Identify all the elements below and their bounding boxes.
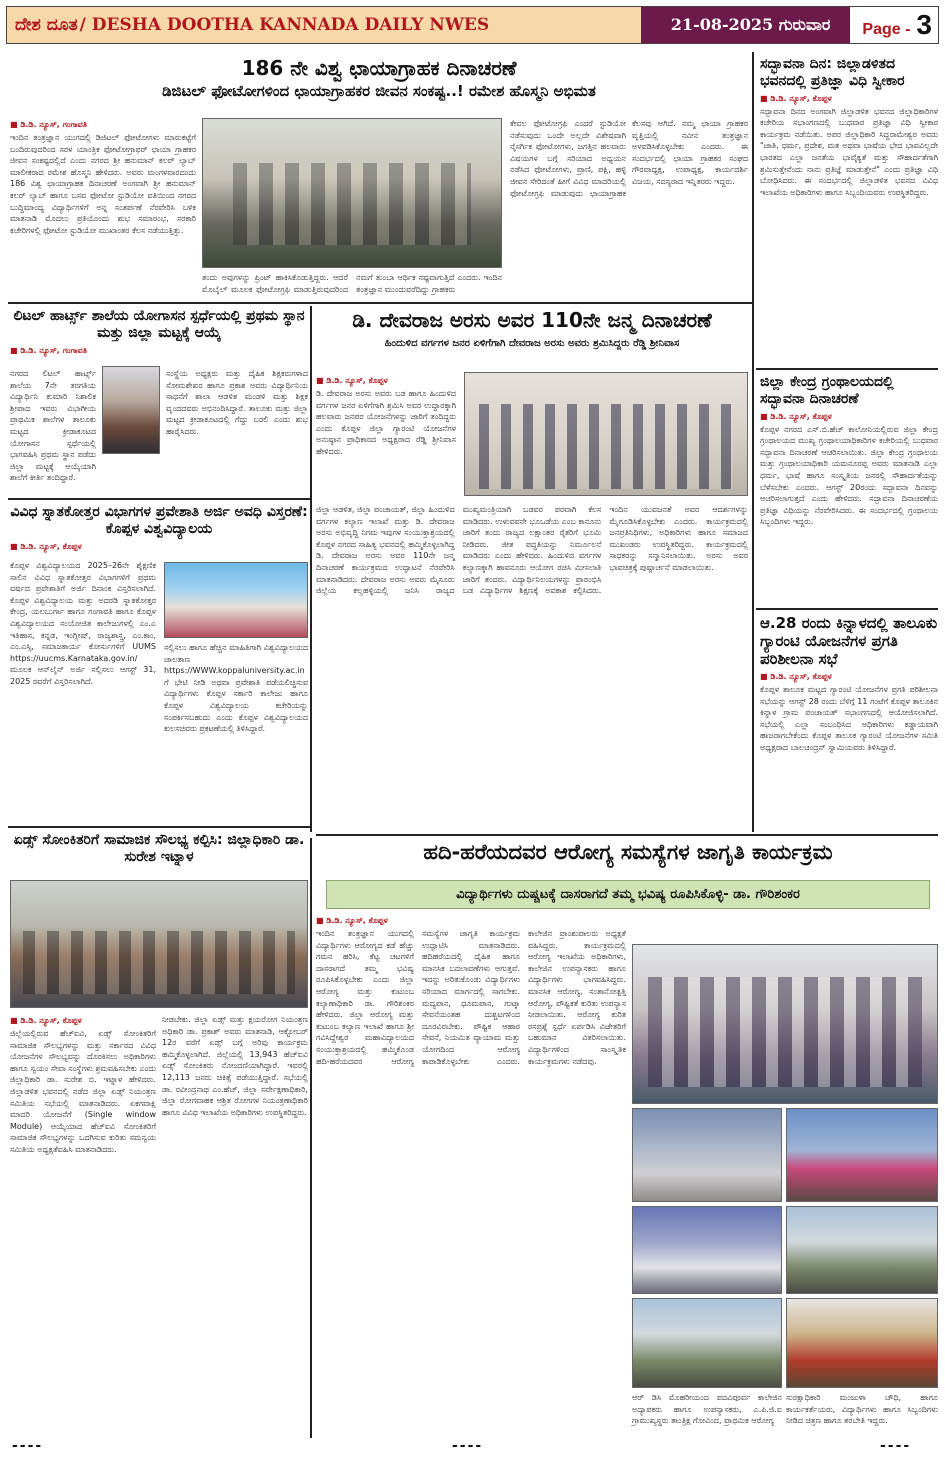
article-aids: [10, 832, 308, 1438]
byline: ■ ಡಿ.ಡಿ. ನ್ಯೂಸ್, ಕೊಪ್ಪಳ: [760, 672, 832, 681]
photo-caption: ಆರ್ ಡಿಸಿ ಮೊಹರೀಯಂದ ಪದವಿಪೂರ್ವ ಕಾಲೇಜಿನ ಅದ್ಯಾಪಕರು ಹಾಗೂ ಉಪನ್ಯಾಸಕರು, ಎ.ಪಿ.ಜಿ.ಐ ಗ್ರಾಮುಖ್ಯಸ್ಥರು ತಾಂತ್ರಿಕ್ಷ ಗೋವಿಂದ, ಪ್ರಾಥಮಿಕ ಆರೋಗ್ಯ: [632, 1393, 782, 1426]
headline: ಹದಿ-ಹರೆಯದವರ ಆರೋಗ್ಯ ಸಮಸ್ಯೆಗಳ ಜಾಗೃತಿ ಕಾರ್ಯಕ್ರಮ: [423, 840, 833, 864]
photo-university-event: [164, 562, 308, 638]
byline: ■ ಡಿ.ಡಿ. ನ್ಯೂಸ್, ಕೊಪ್ಪಳ: [760, 411, 832, 421]
byline: ■ ಡಿ.ಡಿ. ನ್ಯೂಸ್, ಗಂಗಾವತಿ: [10, 345, 88, 355]
article-body: ತಂದು ಅವುಗಳನ್ನು ಪ್ರಿಂಟ್ ಹಾಕಿಸಿಕೊಡುತ್ತಿದ್ದರು. ಆದರೆ ಮೊಬೈಲ್ ಮೂಲಕ ಫೋಟೋಗ್ರಫಿ ಮಾಡುತ್ತಿರುವುದರಿಂದ ನಮಗೆ ತುಂಬಾ ಆರ್ಥಿಕ ನಷ್ಟವಾಗುತ್ತಿದೆ ಎಂದರು. ಇಂದಿನ ತಂತ್ರಜ್ಞಾನ ಮುಂದುವರೆದಿದ್ದು ಗ್ರಾಹಕರು: [202, 273, 502, 294]
headline: ಲಿಟಲ್ ಹಾರ್ಟ್ಸ್ ಶಾಲೆಯ ಯೋಗಾಸನ ಸ್ಪರ್ಧೆಯಲ್ಲಿ ಪ್ರಥಮ ಸ್ಥಾನ ಮತ್ತು ಜಿಲ್ಲಾ ಮಟ್ಟಕ್ಕೆ ಆಯ್ಕೆ: [13, 308, 305, 341]
masthead: [6, 6, 939, 44]
footer-dash-left: ----: [12, 1438, 44, 1454]
article-health-body: [316, 912, 626, 1438]
article-devaraj: [316, 308, 748, 830]
article-body: ಕೊಪ್ಪಳ ವಿಶ್ವವಿದ್ಯಾಲಯದ 2025–26ನೇ ಶೈಕ್ಷಣಿಕ ಸಾಲಿನ ವಿವಿಧ ಸ್ನಾತಕೋತ್ತರ ವಿಭಾಗಗಳಿಗೆ ಪ್ರಥಮ ವರ್ಷದ ಪ್ರವೇಶಾತಿಗೆ ಅರ್ಜಿ ದಿನಾಂಕ ವಿಸ್ತರಿಸಲಾಗಿದೆ. ಕೊಪ್ಪಳ ವಿಶ್ವವಿದ್ಯಾಲಯ ಮತ್ತು ಅದರಡಿ ಸ್ನಾತಕೋತ್ತರ ಕೇಂದ್ರ, ಯಲಬುರ್ಗಾ ಹಾಗೂ ಗಂಗಾವತಿ ಹಾಗೂ ಕೊಪ್ಪಳ ವಿಶ್ವವಿದ್ಯಾಲಯದ ಸಂಯೋಜಿತ ಕಾಲೇಜುಗಳಲ್ಲಿ ಎಂ.ಎ ಇತಿಹಾಸ, ಕನ್ನಡ, ಇಂಗ್ಲೀಷ್, ರಾಜ್ಯಶಾಸ್ತ್ರ, ಎಂ.ಕಾಂ, ಎಂ.ಎಸ್ಸಿ, ಸಮಾಜಕಾರ್ಯ ಕೋರ್ಸುಗಳಿಗೆ UUMS https://uucms.Karnataka.gov.in/ ಮೂಲಕ ಆನ್‌ಲೈನ್ ಅರ್ಜಿ ಸಲ್ಲಿಸಲು ಆಗಸ್ಟ್ 31, 2025 ರವರೆಗೆ ವಿಸ್ತರಿಸಲಾಗಿದೆ.: [10, 561, 156, 686]
article-university: [10, 504, 308, 824]
article-body: ಸದ್ಭಾವನಾ ದಿನದ ಅಂಗವಾಗಿ ಜಿಲ್ಲಾಡಳಿತ ಭವನದ ಜಿಲ್ಲಾಧಿಕಾರಿಗಳ ಕಚೇರಿಯ ಸಭಾಂಗಣದಲ್ಲಿ ಬುಧವಾರ ಪ್ರತಿಜ್ಞಾ ವಿಧಿ ಸ್ವೀಕಾರ ಕಾರ್ಯಕ್ರಮ ನಡೆಯಿತು. ಅಪರ ಜಿಲ್ಲಾಧಿಕಾರಿ ಸಿದ್ದರಾಮೇಶ್ವರ ಅವರು "ಜಾತಿ, ಧರ್ಮ, ಪ್ರದೇಶ, ಮತ ಅಥವಾ ಭಾಷೆಯ ಭೇದ ಭಾವವಿಲ್ಲದೇ ಭಾರತದ ಎಲ್ಲಾ ಜನತೆಯ ಭಾವೈಕ್ಯತೆ ಮತ್ತು ಸೌಹಾರ್ದತೆಗಾಗಿ ಶ್ರಮಿಸುತ್ತೇನೆಂದು ನಾನು ಪ್ರತಿಜ್ಞೆ ಮಾಡುತ್ತೇನೆ" ಎಂದು ಪ್ರತಿಜ್ಞಾ ವಿಧಿ ಬೋಧಿಸಿದರು. ಈ ಸಂದರ್ಭದಲ್ಲಿ ಜಿಲ್ಲಾಡಳಿತ ಭವನದ ವಿವಿಧ ಇಲಾಖೆಯ ಅಧಿಕಾರಿಗಳು ಹಾಗೂ ಸಿಬ್ಬಂದಿಯವರು ಉಪಸ್ಥಿತರಿದ್ದರು.: [760, 106, 938, 197]
photo-statue-garland: [786, 1298, 938, 1388]
byline: ■ ಡಿ.ಡಿ. ನ್ಯೂಸ್, ಗಂಗಾವತಿ: [10, 120, 88, 129]
headline: ಜಿಲ್ಲಾ ಕೇಂದ್ರ ಗ್ರಂಥಾಲಯದಲ್ಲಿ ಸದ್ಭಾವನಾ ದಿನಾಚರಣೆ: [760, 374, 894, 407]
subheadline: ಡಿಜಿಟಲ್ ಫೋಟೋಗಳಿಂದ ಛಾಯಾಗ್ರಾಹಕರ ಜೀವನ ಸಂಕಷ್ಟ..! ರಮೇಶ ಹೊಸ್ಮನಿ ಅಭಿಮತ: [162, 82, 596, 100]
article-photography: [10, 56, 748, 300]
subheadline: ಹಿಂದುಳಿದ ವರ್ಗಗಳ ಜನರ ಏಳಿಗೆಗಾಗಿ ದೇವರಾಜ ಅರಸು ಅವರು ಶ್ರಮಿಸಿದ್ದರು ರೆಡ್ಡಿ ಶ್ರೀನಿವಾಸ: [384, 338, 680, 349]
article-body: ಡಿ. ದೇವರಾಜ ಅರಸು ಅವರು ಬಡ ಹಾಗೂ ಹಿಂದುಳಿದ ವರ್ಗಗಳ ಜನರ ಏಳಿಗೆಗಾಗಿ ಶ್ರಮಿಸಿ ಅವರ ಉದ್ಧಾರಕ್ಕಾಗಿ ಹಲವಾರು ಜನಪರ ಯೋಜನೆಗಳನ್ನು ಜಾರಿಗೆ ತಂದಿದ್ದರು ಎಂದು ಕೊಪ್ಪಳ ಜಿಲ್ಲಾ ಗ್ಯಾರಂಟಿ ಯೋಜನೆಗಳ ಅನುಷ್ಠಾನ ಪ್ರಾಧಿಕಾರದ ಅಧ್ಯಕ್ಷರಾದ ರೆಡ್ಡಿ ಶ್ರೀನಿವಾಸ ಹೇಳಿದರು.: [316, 389, 456, 456]
headline: ವಿವಿಧ ಸ್ನಾತಕೋತ್ತರ ವಿಭಾಗಗಳ ಪ್ರವೇಶಾತಿ ಅರ್ಜಿ ಅವಧಿ ವಿಸ್ತರಣೆ: ಕೊಪ್ಪಳ ವಿಶ್ವವಿದ್ಯಾಲಯ: [10, 504, 308, 537]
photo-student-portrait: [102, 366, 160, 454]
article-guarantee: [760, 614, 938, 830]
article-body: ಸಂಸ್ಥೆಯ ಅಧ್ಯಕ್ಷರು ಮತ್ತು ದೈಹಿಕ ಶಿಕ್ಷಕರುಗಳಾದ ಸೋಮಶೇಖರ ಹಾಗೂ ಪ್ರಕಾಶ ಅವರು ವಿದ್ಯಾರ್ಥಿನಿಯ ಸಾಧನೆಗೆ ಶಾಲಾ ಆಡಳಿತ ಮಂಡಳಿ ಮತ್ತು ಶಿಕ್ಷಕ ವೃಂದದವರು ಅಭಿನಂದಿಸಿದ್ದಾರೆ. ತಾಲೂಕು ಮತ್ತು ಜಿಲ್ಲಾ ಮಟ್ಟದ ಕ್ರೀಡಾಕೂಟದಲ್ಲಿ ಗೆದ್ದು ಬರಲಿ ಎಂದು ಶುಭ ಹಾರೈಸಿದರು.: [166, 369, 308, 436]
photo-stage-lamp-lighting: [632, 944, 938, 1104]
brand-english: / DESHA DOOTHA KANNADA DAILY NWES: [79, 15, 490, 35]
column-divider: [310, 838, 312, 1438]
article-yoga: [10, 308, 308, 496]
section-divider: [8, 826, 310, 828]
section-divider: [756, 368, 938, 370]
headline: ಏಡ್ಸ್ ಸೋಂಕಿತರಿಗೆ ಸಾಮಾಜಿಕ ಸೌಲಭ್ಯ ಕಲ್ಪಿಸಿ: ಜಿಲ್ಲಾಧಿಕಾರಿ ಡಾ. ಸುರೇಶ ಇಟ್ನಾಳ: [13, 832, 305, 865]
article-body: ಇಂದಿನ ತಂತ್ರಜ್ಞಾನ ಯುಗದಲ್ಲಿ ವಿದ್ಯಾರ್ಥಿಗಳು ಆರೋಗ್ಯದ ಕಡೆ ಹೆಚ್ಚು ಗಮನ ಹರಿಸಿ, ಕೆಟ್ಟ ಚಟಗಳಿಗೆ ದಾಸರಾಗದೆ ತಮ್ಮ ಭವಿಷ್ಯ ರೂಪಿಸಿಕೊಳ್ಳಬೇಕು ಎಂದು ಜಿಲ್ಲಾ ಆರೋಗ್ಯ ಮತ್ತು ಕುಟುಂಬ ಕಲ್ಯಾಣಾಧಿಕಾರಿ ಡಾ. ಗೌರಿಶಂಕರ ಹೇಳಿದರು. ಜಿಲ್ಲಾ ಆರೋಗ್ಯ ಮತ್ತು ಕುಟುಂಬ ಕಲ್ಯಾಣ ಇಲಾಖೆ ಹಾಗೂ ಶ್ರೀ ಗವಿಸಿದ್ದೇಶ್ವರ ಮಹಾವಿದ್ಯಾಲಯದ ಸಂಯುಕ್ತಾಶ್ರಯದಲ್ಲಿ ಹಮ್ಮಿಕೊಂಡ ಹದಿ-ಹರೆಯದವರ ಆರೋಗ್ಯ ಸಮಸ್ಯೆಗಳ ಜಾಗೃತಿ ಕಾರ್ಯಕ್ರಮ ಉದ್ಘಾಟಿಸಿ ಮಾತನಾಡಿದರು. ಹದಿಹರೆಯದಲ್ಲಿ ದೈಹಿಕ ಹಾಗೂ ಮಾನಸಿಕ ಬದಲಾವಣೆಗಳು ಆಗುತ್ತವೆ. ಇದನ್ನು ಅರಿತುಕೊಂಡು ವಿದ್ಯಾರ್ಥಿಗಳು ಸರಿಯಾದ ಮಾರ್ಗದಲ್ಲಿ ಸಾಗಬೇಕು. ಮದ್ಯಪಾನ, ಧೂಮಪಾನ, ಗುಟ್ಕಾ ಸೇವನೆಯಂತಹ ದುಶ್ಚಟಗಳಿಂದ ದೂರವಿರಬೇಕು. ಪೌಷ್ಟಿಕ ಆಹಾರ ಸೇವನೆ, ನಿಯಮಿತ ವ್ಯಾಯಾಮ ಮತ್ತು ಯೋಗದಿಂದ ಆರೋಗ್ಯ ಕಾಪಾಡಿಕೊಳ್ಳಬೇಕು ಎಂದರು. ಕಾಲೇಜಿನ ಪ್ರಾಂಶುಪಾಲರು ಅಧ್ಯಕ್ಷತೆ ವಹಿಸಿದ್ದರು. ಕಾರ್ಯಕ್ರಮದಲ್ಲಿ ಆರೋಗ್ಯ ಇಲಾಖೆಯ ಅಧಿಕಾರಿಗಳು, ಕಾಲೇಜಿನ ಉಪನ್ಯಾಸಕರು ಹಾಗೂ ವಿದ್ಯಾರ್ಥಿಗಳು ಭಾಗವಹಿಸಿದ್ದರು. ಮಾನಸಿಕ ಆರೋಗ್ಯ, ಸಂತಾನೋತ್ಪತ್ತಿ ಆರೋಗ್ಯ, ಪೌಷ್ಟಿಕತೆ ಕುರಿತು ಉಪನ್ಯಾಸ ನೀಡಲಾಯಿತು. ಆರೋಗ್ಯ ಕುರಿತ ರಸಪ್ರಶ್ನೆ ಸ್ಪರ್ಧೆ ಏರ್ಪಡಿಸಿ ವಿಜೇತರಿಗೆ ಬಹುಮಾನ ವಿತರಿಸಲಾಯಿತು. ವಿದ್ಯಾರ್ಥಿಗಳಿಂದ ಸಾಂಸ್ಕೃತಿಕ ಕಾರ್ಯಕ್ರಮಗಳು ನಡೆದವು.: [316, 929, 626, 1066]
article-body: ಜಿಲ್ಲಾ ಆಡಳಿತ, ಜಿಲ್ಲಾ ಪಂಚಾಯತ್, ಜಿಲ್ಲಾ ಹಿಂದುಳಿದ ವರ್ಗಗಳ ಕಲ್ಯಾಣ ಇಲಾಖೆ ಮತ್ತು ಡಿ. ದೇವರಾಜ ಅರಸು ಅಭಿವೃದ್ಧಿ ನಿಗಮ ಇವುಗಳ ಸಂಯುಕ್ತಾಶ್ರಯದಲ್ಲಿ ಕೊಪ್ಪಳ ನಗರದ ಸಾಹಿತ್ಯ ಭವನದಲ್ಲಿ ಹಮ್ಮಿಕೊಳ್ಳಲಾಗಿದ್ದ ಡಿ. ದೇವರಾಜ ಅರಸು ಅವರ 110ನೇ ಜನ್ಮ ದಿನಾಚರಣೆ ಕಾರ್ಯಕ್ರಮದ ಉದ್ಘಾಟನೆ ನೆರವೇರಿಸಿ ಮಾತನಾಡಿದರು. ದೇವರಾಜ ಅರಸು ಅವರು ಮೈಸೂರು ಜಿಲ್ಲೆಯ ಕಲ್ಲಹಳ್ಳಿಯಲ್ಲಿ ಜನಿಸಿ ರಾಜ್ಯದ ಮುಖ್ಯಮಂತ್ರಿಯಾಗಿ ಬಡವರ ಪರವಾಗಿ ಕೆಲಸ ಮಾಡಿದರು. ಉಳುವವನೇ ಭೂಒಡೆಯ ಎಂಬ ಕಾನೂನು ಜಾರಿಗೆ ತಂದು ರಾಜ್ಯದ ಲಕ್ಷಾಂತರ ರೈತರಿಗೆ ಭೂಮಿ ನೀಡಿದರು. ಜೀತ ಪದ್ಧತಿಯನ್ನು ನಿರ್ಮೂಲನೆ ಮಾಡಿದರು ಎಂದು ಹೇಳಿದರು. ಹಿಂದುಳಿದ ವರ್ಗಗಳ ಕಲ್ಯಾಣಕ್ಕಾಗಿ ಹಾವನೂರು ಆಯೋಗ ರಚಿಸಿ ಮೀಸಲಾತಿ ಜಾರಿಗೆ ತಂದರು. ವಿದ್ಯಾರ್ಥಿನಿಲಯಗಳನ್ನು ಪ್ರಾರಂಭಿಸಿ ಬಡ ವಿದ್ಯಾರ್ಥಿಗಳ ಶಿಕ್ಷಣಕ್ಕೆ ಅವಕಾಶ ಕಲ್ಪಿಸಿದರು. ಇಂದಿನ ಯುವಜನತೆ ಅವರ ಆದರ್ಶಗಳನ್ನು ಮೈಗೂಡಿಸಿಕೊಳ್ಳಬೇಕು ಎಂದರು. ಕಾರ್ಯಕ್ರಮದಲ್ಲಿ ಜನಪ್ರತಿನಿಧಿಗಳು, ಅಧಿಕಾರಿಗಳು ಹಾಗೂ ಸಮಾಜದ ಮುಖಂಡರು ಉಪಸ್ಥಿತರಿದ್ದರು. ಕಾರ್ಯಕ್ರಮದಲ್ಲಿ ಸಾಧಕರನ್ನು ಸನ್ಮಾನಿಸಲಾಯಿತು. ಅರಸು ಅವರ ಭಾವಚಿತ್ರಕ್ಕೆ ಪುಷ್ಪಾರ್ಚನೆ ಮಾಡಲಾಯಿತು.: [316, 505, 748, 596]
headline: 186 ನೇ ವಿಶ್ವ ಛಾಯಾಗ್ರಾಹಕ ದಿನಾಚರಣೆ: [241, 56, 517, 80]
byline: ■ ಡಿ.ಡಿ. ನ್ಯೂಸ್, ಕೊಪ್ಪಳ: [10, 1016, 82, 1025]
page-label: Page -: [862, 21, 911, 38]
subheadline-banner: ವಿದ್ಯಾರ್ಥಿಗಳು ದುಷ್ಚಟಕ್ಕೆ ದಾಸರಾಗದೆ ತಮ್ಮ ಭವಿಷ್ಯ ರೂಪಿಸಿಕೊಳ್ಳಿ- ಡಾ. ಗೌರಿಶಂಕರ: [326, 880, 930, 909]
article-body: ಕೇವಲ ಫೋಟೋಗ್ರಫಿ ಎಂದರೆ ಸ್ಟುಡಿಯೋ ನಡೆಸುವುದು ಒಂದೇ ಅಲ್ಲದೇ ವಿಶೇಷವಾಗಿ ನೈಸರ್ಗಿಕ ಫೋಟೋಗಳು, ಜಗತ್ತಿನ ಹಲವಾರು ವಿಷಯಗಳ ಬಗ್ಗೆ ಸರಿಯಾದ ಅಧ್ಯಯನ ನಡೆಸಿದ ಫೋಟೋಗಳು, ಪ್ರಾಣಿ, ಪಕ್ಷಿ, ಹಳ್ಳಿ ಜೀವನ ಸೇರಿದಂತೆ ಹೀಗೆ ವಿವಿಧ ಮಾದರಿಯಲ್ಲಿ ಫೋಟೋಗ್ರಫಿ ಮಾಡುವುದು ಛಾಯಾಗ್ರಾಹಕ ಕೆಲಸವು ಆಗಿದೆ. ನಮ್ಮ ಛಾಯಾ ಗ್ರಾಹಕರ ವೃತ್ತಿಯಲ್ಲಿ ನವೀನ ತಂತ್ರಜ್ಞಾನ ಅಳವಡಿಸಿಕೊಳ್ಳಬೇಕು ಎಂದರು. ಈ ಸಂದರ್ಭದಲ್ಲಿ ಛಾಯಾ ಗ್ರಾಹಕರ ಸಂಘದ ಗೌರವಾಧ್ಯಕ್ಷ, ಉಪಾಧ್ಯಕ್ಷ, ಕಾರ್ಯದರ್ಶಿ ವಿಜಯ, ಸದಸ್ಯರಾದ ಇನ್ನಿತರರು ಇದ್ದರು.: [510, 119, 748, 198]
headline: ಸದ್ಭಾವನಾ ದಿನ: ಜಿಲ್ಲಾಡಳಿತದ ಭವನದಲ್ಲಿ ಪ್ರತಿಜ್ಞಾ ವಿಧಿ ಸ್ವೀಕಾರ: [760, 56, 905, 89]
footer-dash-center: ----: [452, 1438, 484, 1454]
photo-outdoor-rally: [786, 1206, 938, 1294]
article-body: ಕೊಪ್ಪಳ ತಾಲೂಕ ಮಟ್ಟದ ಗ್ಯಾರಂಟಿ ಯೋಜನೆಗಳ ಪ್ರಗತಿ ಪರಿಶೀಲನಾ ಸಭೆಯನ್ನು ಆಗಸ್ಟ್ 28 ರಂದು ಬೆಳಿಗ್ಗೆ 11 ಗಂಟೆಗೆ ಕೊಪ್ಪಳ ತಾಲೂಕಿನ ಕಿನ್ನಾಳ ಗ್ರಾಮ ಪಂಚಾಯತ್ ಸಭಾಂಗಣದಲ್ಲಿ ಆಯೋಜಿಸಲಾಗಿದೆ. ಸಭೆಯಲ್ಲಿ ಎಲ್ಲಾ ಸಂಬಂಧಿಸಿದ ಅಧಿಕಾರಿಗಳು ಕಡ್ಡಾಯವಾಗಿ ಹಾಜರಾಗಬೇಕೆಂದು ಕೊಪ್ಪಳ ತಾಲೂಕ ಗ್ಯಾರಂಟಿ ಯೋಜನೆಗಳ ಸಮಿತಿ ಅಧ್ಯಕ್ಷರಾದ ಬಾಲಚಂದ್ರನ್ ಸ್ವಾಮಿಯವರು ತಿಳಿಸಿದ್ದಾರೆ.: [760, 685, 938, 752]
section-divider: [756, 608, 938, 610]
article-body: ಜಿಲ್ಲೆಯಲ್ಲಿರುವ ಹೆಚ್‌ಐವಿ, ಏಡ್ಸ್ ಸೋಂಕಿತರಿಗೆ ಸಾಮಾಜಿಕ ಸೌಲಭ್ಯಗಳನ್ನು ಮತ್ತು ಸರ್ಕಾರದ ವಿವಿಧ ಯೋಜನೆಗಳ ಸೌಲಭ್ಯವನ್ನು ದೊರಕಿಸಲು ಅಧಿಕಾರಿಗಳು ಹಾಗೂ ಸ್ವಯಂ ಸೇವಾ ಸಂಸ್ಥೆಗಳು ಶ್ರಮವಹಿಸಬೇಕು ಎಂದು ಜಿಲ್ಲಾಧಿಕಾರಿ ಡಾ. ಸುರೇಶ ಬಿ. ಇಟ್ನಾಳ ಹೇಳಿದರು. ಜಿಲ್ಲಾಡಳಿತ ಭವನದಲ್ಲಿ ನಡೆದ ಜಿಲ್ಲಾ ಏಡ್ಸ್ ನಿಯಂತ್ರಣ ಸಮಿತಿಯ ಸಭೆಯಲ್ಲಿ ಮಾತನಾಡಿದರು. ಏಕಗವಾಕ್ಷಿ ಮಾದರಿ ಯೋಜನೆಗೆ (Single window Module) ಆಯ್ಕೆಯಾದ ಹೆಚ್‌ಐವಿ ಸೋಂಕಿತರಿಗೆ ಸಾಮಾಜಿಕ ಸೌಲಭ್ಯಗಳನ್ನು ಒದಗಿಸುವ ಕುರಿತು ಸಮನ್ವಯ ಸಮಿತಿಯ ಅಧ್ಯಕ್ಷತೆವಹಿಸಿ ಮಾತನಾಡಿದರು.: [10, 1029, 156, 1154]
issue-date: 21-08-2025 ಗುರುವಾರ: [641, 7, 851, 43]
photo-students-lunch: [202, 118, 502, 268]
article-body: ನೀಡಬೇಕು. ಜಿಲ್ಲಾ ಏಡ್ಸ್ ಮತ್ತು ಕ್ಷಯರೋಗ ನಿಯಂತ್ರಣ ಅಧಿಕಾರಿ ಡಾ. ಪ್ರಕಾಶ್ ಅವರು ಮಾತನಾಡಿ, ಆಕ್ಟೋಬರ್ 12ರ ವರೆಗೆ ಏಡ್ಸ್ ಬಗ್ಗೆ ಅರಿವು ಕಾರ್ಯಕ್ರಮ ಹಮ್ಮಿಕೊಳ್ಳಲಾಗಿದೆ. ಜಿಲ್ಲೆಯಲ್ಲಿ 13,943 ಹೆಚ್‌ಐವಿ ಏಡ್ಸ್ ಸೋಂಕಿತರು ನೋಂದಣಿಯಾಗಿದ್ದಾರೆ. ಇವರಲ್ಲಿ 12,113 ಜನರು ಚಿಕಿತ್ಸೆ ಪಡೆಯುತ್ತಿದ್ದಾರೆ. ಸಭೆಯಲ್ಲಿ ಡಾ. ರವೀಂದ್ರನಾಥ ಎಂ.ಹೆಚ್, ಜಿಲ್ಲಾ ಸರ್ವೇಕ್ಷಣಾಧಿಕಾರಿ, ಜಿಲ್ಲಾ ರೋಗವಾಹಕ ಆಶ್ರಿತ ರೋಗಗಳ ನಿಯಂತ್ರಣಾಧಿಕಾರಿ ಹಾಗೂ ವಿವಿಧ ಇಲಾಖೆಯ ಅಧಿಕಾರಿಗಳು ಉಪಸ್ಥಿತರಿದ್ದರು.: [162, 1015, 308, 1117]
headline: ಡಿ. ದೇವರಾಜ ಅರಸು ಅವರ 110ನೇ ಜನ್ಮ ದಿನಾಚರಣೆ: [352, 308, 712, 332]
brand-block: [7, 7, 641, 43]
section-divider: [8, 302, 752, 304]
photo-caption: ಸುರಕ್ಷಾಧಿಕಾರಿ ಮಂಜುಳಾ ಚೌಧಿ, ಹಾಗೂ ಕಾರ್ಯಕರ್ತೆಯರು, ವಿದ್ಯಾರ್ಥಿಗಳು ಹಾಗೂ ಸಿಬ್ಬಂದಿಗಳು ನೀಡಿದ ಚಿತ್ರಣ ಹಾಗೂ ತರಬೇತಿ ಇದ್ದರು.: [786, 1393, 938, 1426]
byline: ■ ಡಿ.ಡಿ. ನ್ಯೂಸ್, ಕೊಪ್ಪಳ: [316, 376, 388, 385]
section-divider: [316, 834, 938, 836]
footer-dash-right: ----: [880, 1438, 912, 1454]
article-body: ಇಂದಿನ ತಂತ್ರಜ್ಞಾನ ಯುಗದಲ್ಲಿ ಡಿಜಿಟಲ್ ಫೋಟೋಗಳು ಮಾರುಕಟ್ಟೆಗೆ ಬಂದಿರುವುದರಿಂದ ಸರಳ ಯಾಂತ್ರಿಕ ಫೋಟೋಗ್ರಾಫರ್ ಛಾಯಾ ಗ್ರಾಹಕರ ಜೀವನ ಸಂಕಷ್ಟದಲ್ಲಿದೆ ಎಂದು ನಗರದ ಶ್ರೀ ಹನುಮಾನ್ ಕಲರ್ ಲ್ಯಾಬ್ ಮಾಲೀಕರಾದ ರಮೇಶ ಹೊಸ್ಮನಿ ಹೇಳಿದರು. ಅವರು ಮಂಗಳವಾರದಂದು 186 ವಿಶ್ವ ಛಾಯಾಗ್ರಾಹಕ ದಿನಾಚರಣೆ ಅಂಗವಾಗಿ ಶ್ರೀ ಹನುಮಾನ್ ಕಲರ್ ಲ್ಯಾಬ್ ಹಾಗೂ ಬಸವ ಫೋಟೋ ಸ್ಟುಡಿಯೋ ವತಿಯಿಂದ ನಗರದ ಬುದ್ಧಿಮಾಂದ್ಯ ವಿದ್ಯಾರ್ಥಿಗಳಿಗೆ ಅನ್ನ ಸಂತರ್ಪಣೆ ನೆರವೇರಿಸಿ ಬಳಿಕ ಮಾತನಾಡಿ ಮೊದಲು ಪ್ರತಿಯೊಂದು ಶುಭ ಸಮಾರಂಭ, ಸರಕಾರಿ ಕಚೇರಿಗಳಲ್ಲಿ ಫೋಟೋ ಸ್ಟುಡಿಯೋ ಮುಖಾಂತರ ಕೆಲಸ ನಡೆಯುತ್ತಿತ್ತು.: [10, 133, 196, 235]
photo-pledge-ceremony: [464, 372, 748, 496]
byline: ■ ಡಿ.ಡಿ. ನ್ಯೂಸ್, ಕೊಪ್ಪಳ: [10, 541, 82, 551]
photo-students-group: [632, 1206, 782, 1294]
headline: ಆ.28 ರಂದು ಕಿನ್ನಾಳದಲ್ಲಿ ತಾಲೂಕು ಗ್ಯಾರಂಟಿ ಯೋಜನೆಗಳ ಪ್ರಗತಿ ಪರಿಶೀಲನಾ ಸಭೆ: [760, 614, 938, 668]
byline: ■ ಡಿ.ಡಿ. ನ್ಯೂಸ್, ಕೊಪ್ಪಳ: [316, 916, 388, 925]
article-body: ನಗರದ ಲಿಟಲ್ ಹಾರ್ಟ್ಸ್ ಶಾಲೆಯ 7ನೇ ತರಗತಿಯ ವಿದ್ಯಾರ್ಥಿನಿ ಕುಮಾರಿ ನಿಶಾಲಿಕ ಶ್ರೀಪಾದ ಇವರು ವಿಭಾಗೀಯ ಪ್ರಾಥಮಿಕ ಶಾಲೆಗಳ ತಾಲೂಕು ಮಟ್ಟದ ಕ್ರೀಡಾಕೂಟದ ಯೋಗಾಸನ ಸ್ಪರ್ಧೆಯಲ್ಲಿ ಭಾಗವಹಿಸಿ ಪ್ರಥಮ ಸ್ಥಾನ ಪಡೆದು ಜಿಲ್ಲಾ ಮಟ್ಟಕ್ಕೆ ಆಯ್ಕೆಯಾಗಿ ಶಾಲೆಗೆ ಕೀರ್ತಿ ತಂದಿದ್ದಾರೆ.: [10, 369, 96, 483]
photo-meeting: [10, 880, 308, 1008]
column-divider: [310, 306, 312, 832]
article-library: [760, 374, 938, 606]
photo-campus-gathering: [632, 1298, 782, 1388]
section-divider: [8, 498, 310, 500]
column-divider: [752, 52, 754, 832]
photo-audience-hall: [632, 1108, 782, 1202]
byline: ■ ಡಿ.ಡಿ. ನ್ಯೂಸ್, ಕೊಪ್ಪಳ: [760, 93, 832, 103]
brand-kannada: ದೇಶ ದೂತ: [15, 15, 78, 35]
photo-dance-performance: [786, 1108, 938, 1202]
article-sadbhavana: [760, 56, 938, 366]
article-body: ಸಲ್ಲಿಸಲು ಹಾಗೂ ಹೆಚ್ಚಿನ ಮಾಹಿತಿಗಾಗಿ ವಿಶ್ವವಿದ್ಯಾಲಯದ ಜಾಲತಾಣ https://WWW.koppaluniversity.ac.in ಗೆ ಭೇಟಿ ನೀಡಿ ಅಥವಾ ಪ್ರವೇಶಾತಿ ಪಡೆಯಲಿಚ್ಚಿಸುವ ವಿದ್ಯಾರ್ಥಿಗಳು ಕೊಪ್ಪಳ ಸರ್ಕಾರಿ ಕಾಲೇಜು ಹಾಗೂ ಕೊಪ್ಪಳ ವಿಶ್ವವಿದ್ಯಾಲಯ ಕಚೇರಿಯನ್ನು ಸಂಪರ್ಕಿಸಬಹುದು ಎಂದು ಕೊಪ್ಪಳ ವಿಶ್ವವಿದ್ಯಾಲಯದ ಕುಲಸಚಿವರು ಪ್ರಕಟಣೆಯಲ್ಲಿ ತಿಳಿಸಿದ್ದಾರೆ.: [164, 643, 308, 734]
page-number: 3: [916, 9, 932, 40]
page-number-block: [850, 9, 938, 41]
article-body: ಕೊಪ್ಪಳ ನಗರದ ಎಸ್.ಬಿ.ಹೆಚ್ ಕಾಲೋನಿಯಲ್ಲಿರುವ ಜಿಲ್ಲಾ ಕೇಂದ್ರ ಗ್ರಂಥಾಲಯದ ಮುಖ್ಯ ಗ್ರಂಥಾಲಯಾಧಿಕಾರಿಗಳ ಕಚೇರಿಯಲ್ಲಿ ಬುಧವಾರ ಸದ್ಭಾವನಾ ದಿನಾಚರಣೆ ಆಚರಿಸಲಾಯಿತು. ಜಿಲ್ಲಾ ಕೇಂದ್ರ ಗ್ರಂಥಾಲಯ ಮತ್ತು ಗ್ರಂಥಾಲಯಾಧಿಕಾರಿ ಯಮನೂರಪ್ಪ ಅವರು ಮಾತನಾಡಿ ಎಲ್ಲಾ ಧರ್ಮ, ಭಾಷೆ ಹಾಗೂ ಸಂಸ್ಕೃತಿಯ ಜನರಲ್ಲಿ ಸೌಹಾರ್ದತೆಯನ್ನು ಬೆಳೆಸಬೇಕು ಎಂದರು. ಆಗಸ್ಟ್ 20ರಂದು ಸದ್ಭಾವನಾ ದಿನವನ್ನು ಆಚರಿಸಲಾಗುತ್ತದೆ ಎಂದು ಹೇಳಿದರು. ಸದ್ಭಾವನಾ ದಿನಾಚರಣೆಯ ಪ್ರತಿಜ್ಞಾ ವಿಧಿಯನ್ನು ನೆರವೇರಿಸಿದರು. ಈ ಸಂದರ್ಭದಲ್ಲಿ ಗ್ರಂಥಾಲಯ ಸಿಬ್ಬಂದಿಗಳು ಇದ್ದರು.: [760, 424, 938, 527]
